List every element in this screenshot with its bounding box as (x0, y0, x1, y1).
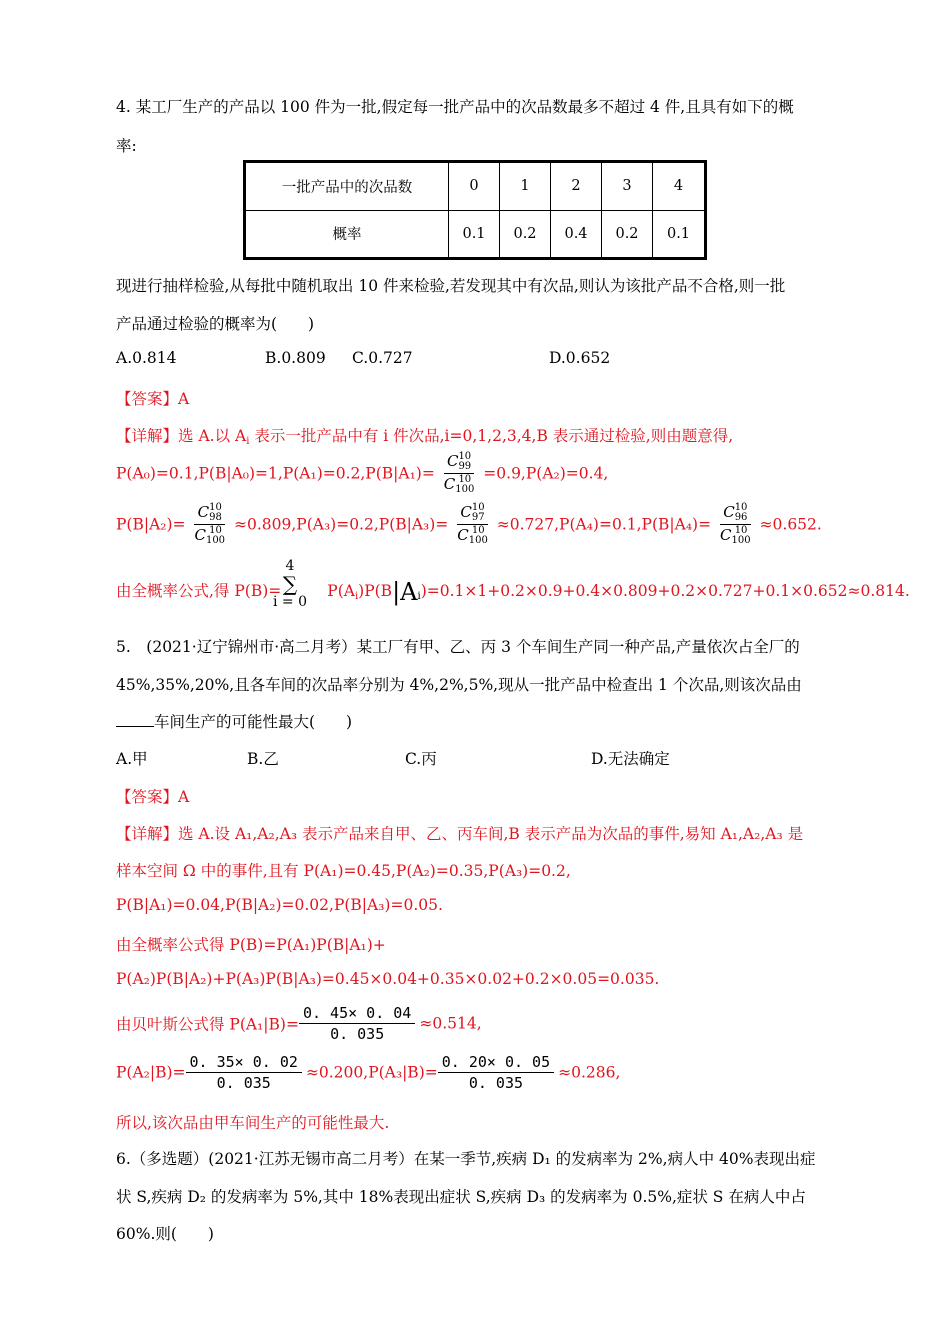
q4-stem-line1: 4. 某工厂生产的产品以 100 件为一批,假定每一批产品中的次品数最多不超过 4 件,且具有如下的概 (116, 98, 794, 116)
combination-fraction: C 10 96 C 10 100 (720, 502, 751, 546)
q4-option-d: D.0.652 (549, 349, 611, 367)
combination-fraction: C 10 98 C 10 100 (194, 502, 226, 546)
q4-equation-line1: P(A₀)=0.1,P(B|A₀)=1,P(A₁)=0.2,P(B|A₁)= C 10 99 C 10 100 =0.9,P(A₂)=0.4, (116, 451, 609, 495)
q5-stem-line2: 45%,35%,20%,且各车间的次品率分别为 4%,2%,5%,现从一批产品中检查出 1 个次品,则该次品由 (116, 676, 802, 694)
probability-table (243, 160, 707, 260)
table-cell: 0.2 (500, 210, 551, 259)
q4-option-a: A.0.814 (116, 349, 177, 367)
q5-bayes-line2: P(A₂|B)= $\frac{0. 35\times 0. 02}{0. 035}$ ≈0.200,P(A₃|B)= $\frac{0. 20\times 0. 05}{0. 035}$ ≈0.286, (116, 1053, 621, 1092)
q5-option-b: B.乙 (247, 750, 279, 768)
bayes-fraction: $\frac{0. 20\times 0. 05}{0. 035}$ (438, 1053, 554, 1092)
q5-detail-line5: P(A₂)P(B|A₂)+P(A₃)P(B|A₃)=0.45×0.04+0.35×0.02+0.2×0.05=0.035. (116, 970, 660, 988)
table-row (245, 162, 706, 211)
q5-option-c: C.丙 (405, 750, 437, 768)
detail-label: 【详解】 (116, 427, 179, 445)
table-cell: 2 (551, 162, 602, 211)
table-cell: 0.4 (551, 210, 602, 259)
q4-detail-line1: 【详解】选 A.以 $A_i$ 表示一批产品中有 i 件次品,i=0,1,2,3,4,B 表示通过检验,则由题意得, (116, 427, 734, 447)
q5-bayes-line1: 由贝叶斯公式得 P(A₁|B)= $\frac{0. 45\times 0. 04}{0. 035}$ ≈0.514, (116, 1004, 482, 1043)
bayes-fraction: $\frac{0. 35\times 0. 02}{0. 035}$ (186, 1053, 302, 1092)
q5-stem-line3: 车间生产的可能性最大( ) (116, 710, 352, 732)
q5-option-a: A.甲 (116, 750, 148, 768)
q6-stem-line2: 状 S,疾病 D₂ 的发病率为 5%,其中 18%表现出症状 S,疾病 D₃ 的发病率为 0.5%,症状 S 在病人中占 (116, 1188, 806, 1206)
q5-option-d: D.无法确定 (591, 750, 670, 768)
bayes-fraction: $\frac{0. 45\times 0. 04}{0. 035}$ (299, 1004, 415, 1043)
q4-equation-line2: P(B|A₂)= C 10 98 C 10 100 ≈0.809,P(A₃)=0.2,P(B|A₃)= C 10 97 C 10 100 ≈0.727,P(A₄)=0.1,P(B|A₄)= C 10 96 C 10 100 ≈0.652. (116, 502, 822, 546)
table-cell: 0.2 (602, 210, 653, 259)
q5-detail-line3: P(B|A₁)=0.04,P(B|A₂)=0.02,P(B|A₃)=0.05. (116, 896, 443, 914)
table-row (245, 210, 706, 259)
q5-stem-line1: 5. (2021·辽宁锦州市·高二月考）某工厂有甲、乙、丙 3 个车间生产同一种产品,产量依次占全厂的 (116, 638, 800, 656)
table-cell: 3 (602, 162, 653, 211)
q4-option-c: C.0.727 (352, 349, 413, 367)
q4-answer: 【答案】A (116, 390, 190, 408)
q4-text-line2: 产品通过检验的概率为( ) (116, 315, 315, 333)
summation-symbol: 4 ∑ i = 0 (273, 558, 308, 610)
table-header-cell: 一批产品中的次品数 (245, 162, 449, 211)
q5-detail-line4: 由全概率公式得 P(B)=P(A₁)P(B|A₁)+ (116, 936, 386, 954)
table-cell: 0 (449, 162, 500, 211)
table-header-cell: 概率 (245, 210, 449, 259)
table-cell: 1 (500, 162, 551, 211)
table-cell: 4 (653, 162, 706, 211)
q5-detail-line2: 样本空间 Ω 中的事件,且有 P(A₁)=0.45,P(A₂)=0.35,P(A₃)=0.2, (116, 862, 571, 880)
answer-blank (116, 726, 154, 727)
q4-total-probability: 由全概率公式,得 $P(B)= P(A_i)P(B|A_i)=0.1\times 1+0.2\times 0.9+0.4\times 0.809+0.2\times 0.727+0.1\times 0.652\approx 0.814$. (116, 578, 910, 606)
q5-answer: 【答案】A (116, 788, 190, 806)
q4-option-b: B.0.809 (265, 349, 326, 367)
q5-detail-line1: 【详解】选 A.设 A₁,A₂,A₃ 表示产品来自甲、乙、丙车间,B 表示产品为次品的事件,易知 A₁,A₂,A₃ 是 (116, 825, 804, 843)
table-cell: 0.1 (449, 210, 500, 259)
combination-fraction: C 10 97 C 10 100 (457, 502, 488, 546)
q5-conclusion: 所以,该次品由甲车间生产的可能性最大. (116, 1114, 390, 1132)
q6-stem-line1: 6.（多选题）(2021·江苏无锡市高二月考）在某一季节,疾病 D₁ 的发病率为 2%,病人中 40%表现出症 (116, 1150, 816, 1168)
q4-text-line1: 现进行抽样检验,从每批中随机取出 10 件来检验,若发现其中有次品,则认为该批产品不合格,则一批 (116, 277, 786, 295)
q6-stem-line3: 60%.则( ) (116, 1225, 214, 1243)
combination-fraction: C 10 99 C 10 100 (443, 451, 475, 495)
q4-stem-line2: 率: (116, 137, 137, 155)
table-cell: 0.1 (653, 210, 706, 259)
